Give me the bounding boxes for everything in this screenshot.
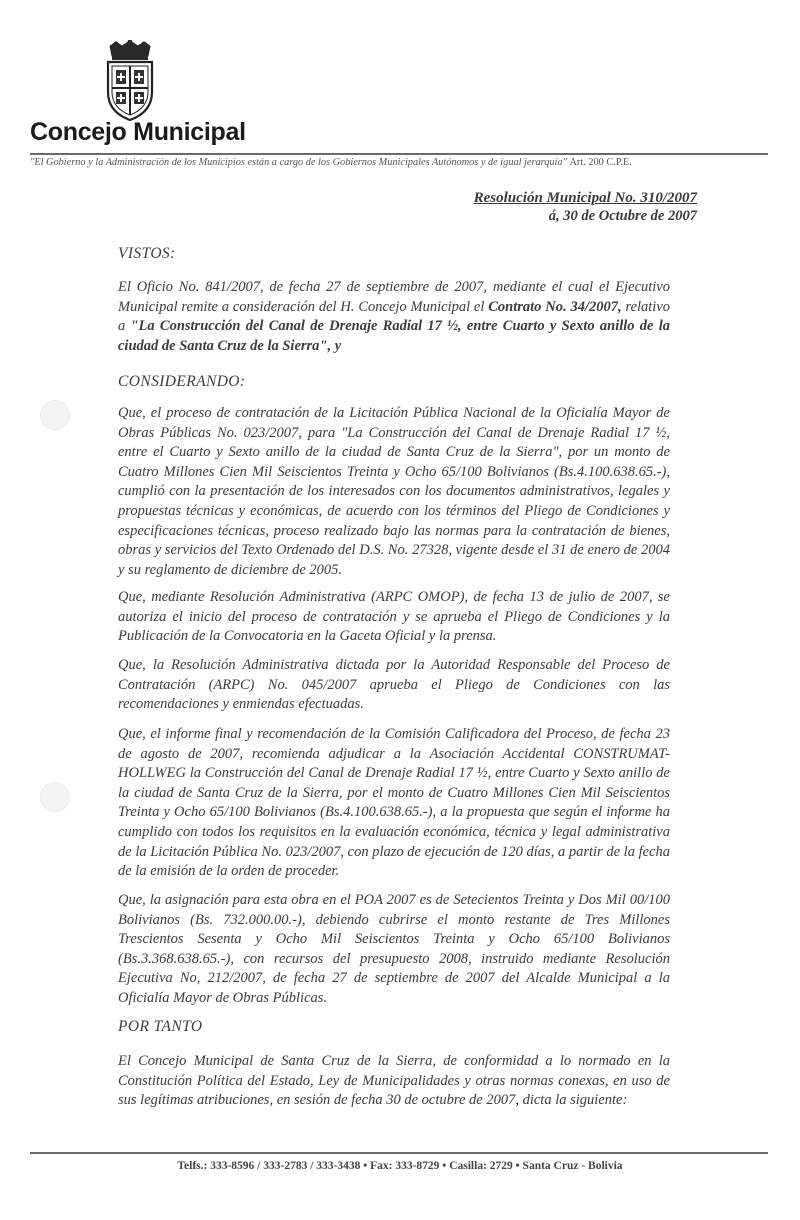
footer-contact: Telfs.: 333-8596 / 333-2783 / 333-3438 • Fax: 333-8729 • Casilla: 2729 • Santa Cruz - Bolivia bbox=[177, 1160, 623, 1172]
vistos-text-1: El Oficio No. 841/2007, de fecha 27 de septiembre de 2007, mediante el cual el Ejecutivo Municipal remite a consideración del H. Concejo Municipal el bbox=[118, 279, 670, 315]
considerando-heading: CONSIDERANDO: bbox=[118, 373, 246, 390]
considerando-paragraph: Que, mediante Resolución Administrativa (ARPC OMOP), de fecha 13 de julio de 2007, se autoriza el inicio del proceso de contratación y se aprueba el Pliego de Condiciones y la Publicación de la Convocatoria en la Gaceta Oficial y la prensa. bbox=[118, 589, 670, 645]
footer-divider bbox=[30, 1152, 768, 1154]
vistos-text-3: , y bbox=[327, 337, 342, 354]
considerando-paragraph: Que, la Resolución Administrativa dictada por la Autoridad Responsable del Proceso de Contratación (ARPC) No. 045/2007 aprueba el Pliego de Condiciones con las recomendaciones y enmiendas efectuadas. bbox=[118, 657, 670, 713]
header-motto bbox=[30, 157, 790, 168]
considerando-paragraph: Que, el informe final y recomendación de la Comisión Calificadora del Proceso, de fecha 23 de agosto de 2007, recomienda adjudicar a la Asociación Accidental CONSTRUMAT-HOLLWEG la Construcción del Canal de Drenaje Radial 17 ½, entre Cuarto y Sexto anillo de la ciudad de Santa Cruz de la Sierra, por el monto de Cuatro Millones Cien Mil Seiscientos Treinta y Ocho 65/100 Bolivianos (Bs.4.100.638.65.-), a la propuesta que según el informe ha cumplido con todos los requisitos en la evaluación económica, técnica y legal administrativa de la Licitación Pública No. 023/2007, con plazo de ejecución de 120 días, a partir de la fecha de la emisión de la orden de proceder. bbox=[118, 726, 670, 880]
considerando-paragraph: Que, el proceso de contratación de la Licitación Pública Nacional de la Oficialía Mayor de Obras Públicas No. 023/2007, para "La Construcción del Canal de Drenaje Radial 17 ½, entre el Cuarto y Sexto anillo de la ciudad de Santa Cruz de la Sierra", por un monto de Cuatro Millones Cien Mil Seiscientos Treinta y Ocho 65/100 Bolivianos (Bs.4.100.638.65.-), cumplió con la presentación de los interesados con los documentos administrativos, legales y propuestas técnicas y económicas, de acuerdo con los términos del Pliego de Condiciones y especificaciones técnicas, proceso realizado bajo las normas para la contratación de bienes, obras y servicios del Texto Ordenado del D.S. No. 27328, vigente desde el 31 de enero de 2004 y su reglamento de diciembre de 2005. bbox=[118, 405, 670, 578]
punch-hole bbox=[40, 782, 70, 812]
motto-quote: "El Gobierno y la Administración de los Municipios están a cargo de los Gobiernos Municipales Autónomos y de igual jerarquía" bbox=[30, 157, 567, 168]
vistos-paragraph bbox=[118, 278, 670, 356]
por-tanto-heading: POR TANTO bbox=[118, 1018, 203, 1035]
motto-reference: Art. 200 C.P.E. bbox=[569, 157, 632, 168]
contract-number: Contrato No. 34/2007, bbox=[488, 298, 622, 315]
considerando-paragraph: Que, la asignación para esta obra en el POA 2007 es de Setecientos Treinta y Dos Mil 00/100 Bolivianos (Bs. 732.000.00.-), debiendo cubrirse el monto restante de Tres Millones Trescientos Sesenta y Ocho Mil Seiscientos Treinta y Ocho 65/100 Bolivianos (Bs.3.368.638.65.-), con recursos del presupuesto 2008, instruido mediante Resolución Ejecutiva No, 212/2007, de fecha 27 de septiembre de 2007 del Alcalde Municipal a la Oficialía Mayor de Obras Públicas. bbox=[118, 892, 670, 1006]
por-tanto-paragraph: El Concejo Municipal de Santa Cruz de la Sierra, de conformidad a lo normado en la Constitución Política del Estado, Ley de Municipalidades y otras normas conexas, en uso de sus legítimas atribuciones, en sesión de fecha 30 de octubre de 2007, dicta la siguiente: bbox=[118, 1053, 670, 1109]
resolution-date: á, 30 de Octubre de 2007 bbox=[548, 208, 697, 224]
brand-title: Concejo Municipal bbox=[30, 118, 246, 146]
vistos-text-2: relativo a bbox=[118, 298, 671, 335]
coat-of-arms-icon bbox=[102, 40, 158, 124]
resolution-number: Resolución Municipal No. 310/2007 bbox=[473, 190, 697, 206]
project-title: "La Construcción del Canal de Drenaje Radial 17 ½, entre Cuarto y Sexto anillo de la ciudad de Santa Cruz de la Sierra" bbox=[118, 318, 670, 354]
header-divider bbox=[30, 153, 768, 155]
vistos-heading: VISTOS: bbox=[118, 245, 176, 262]
punch-hole bbox=[40, 400, 70, 430]
